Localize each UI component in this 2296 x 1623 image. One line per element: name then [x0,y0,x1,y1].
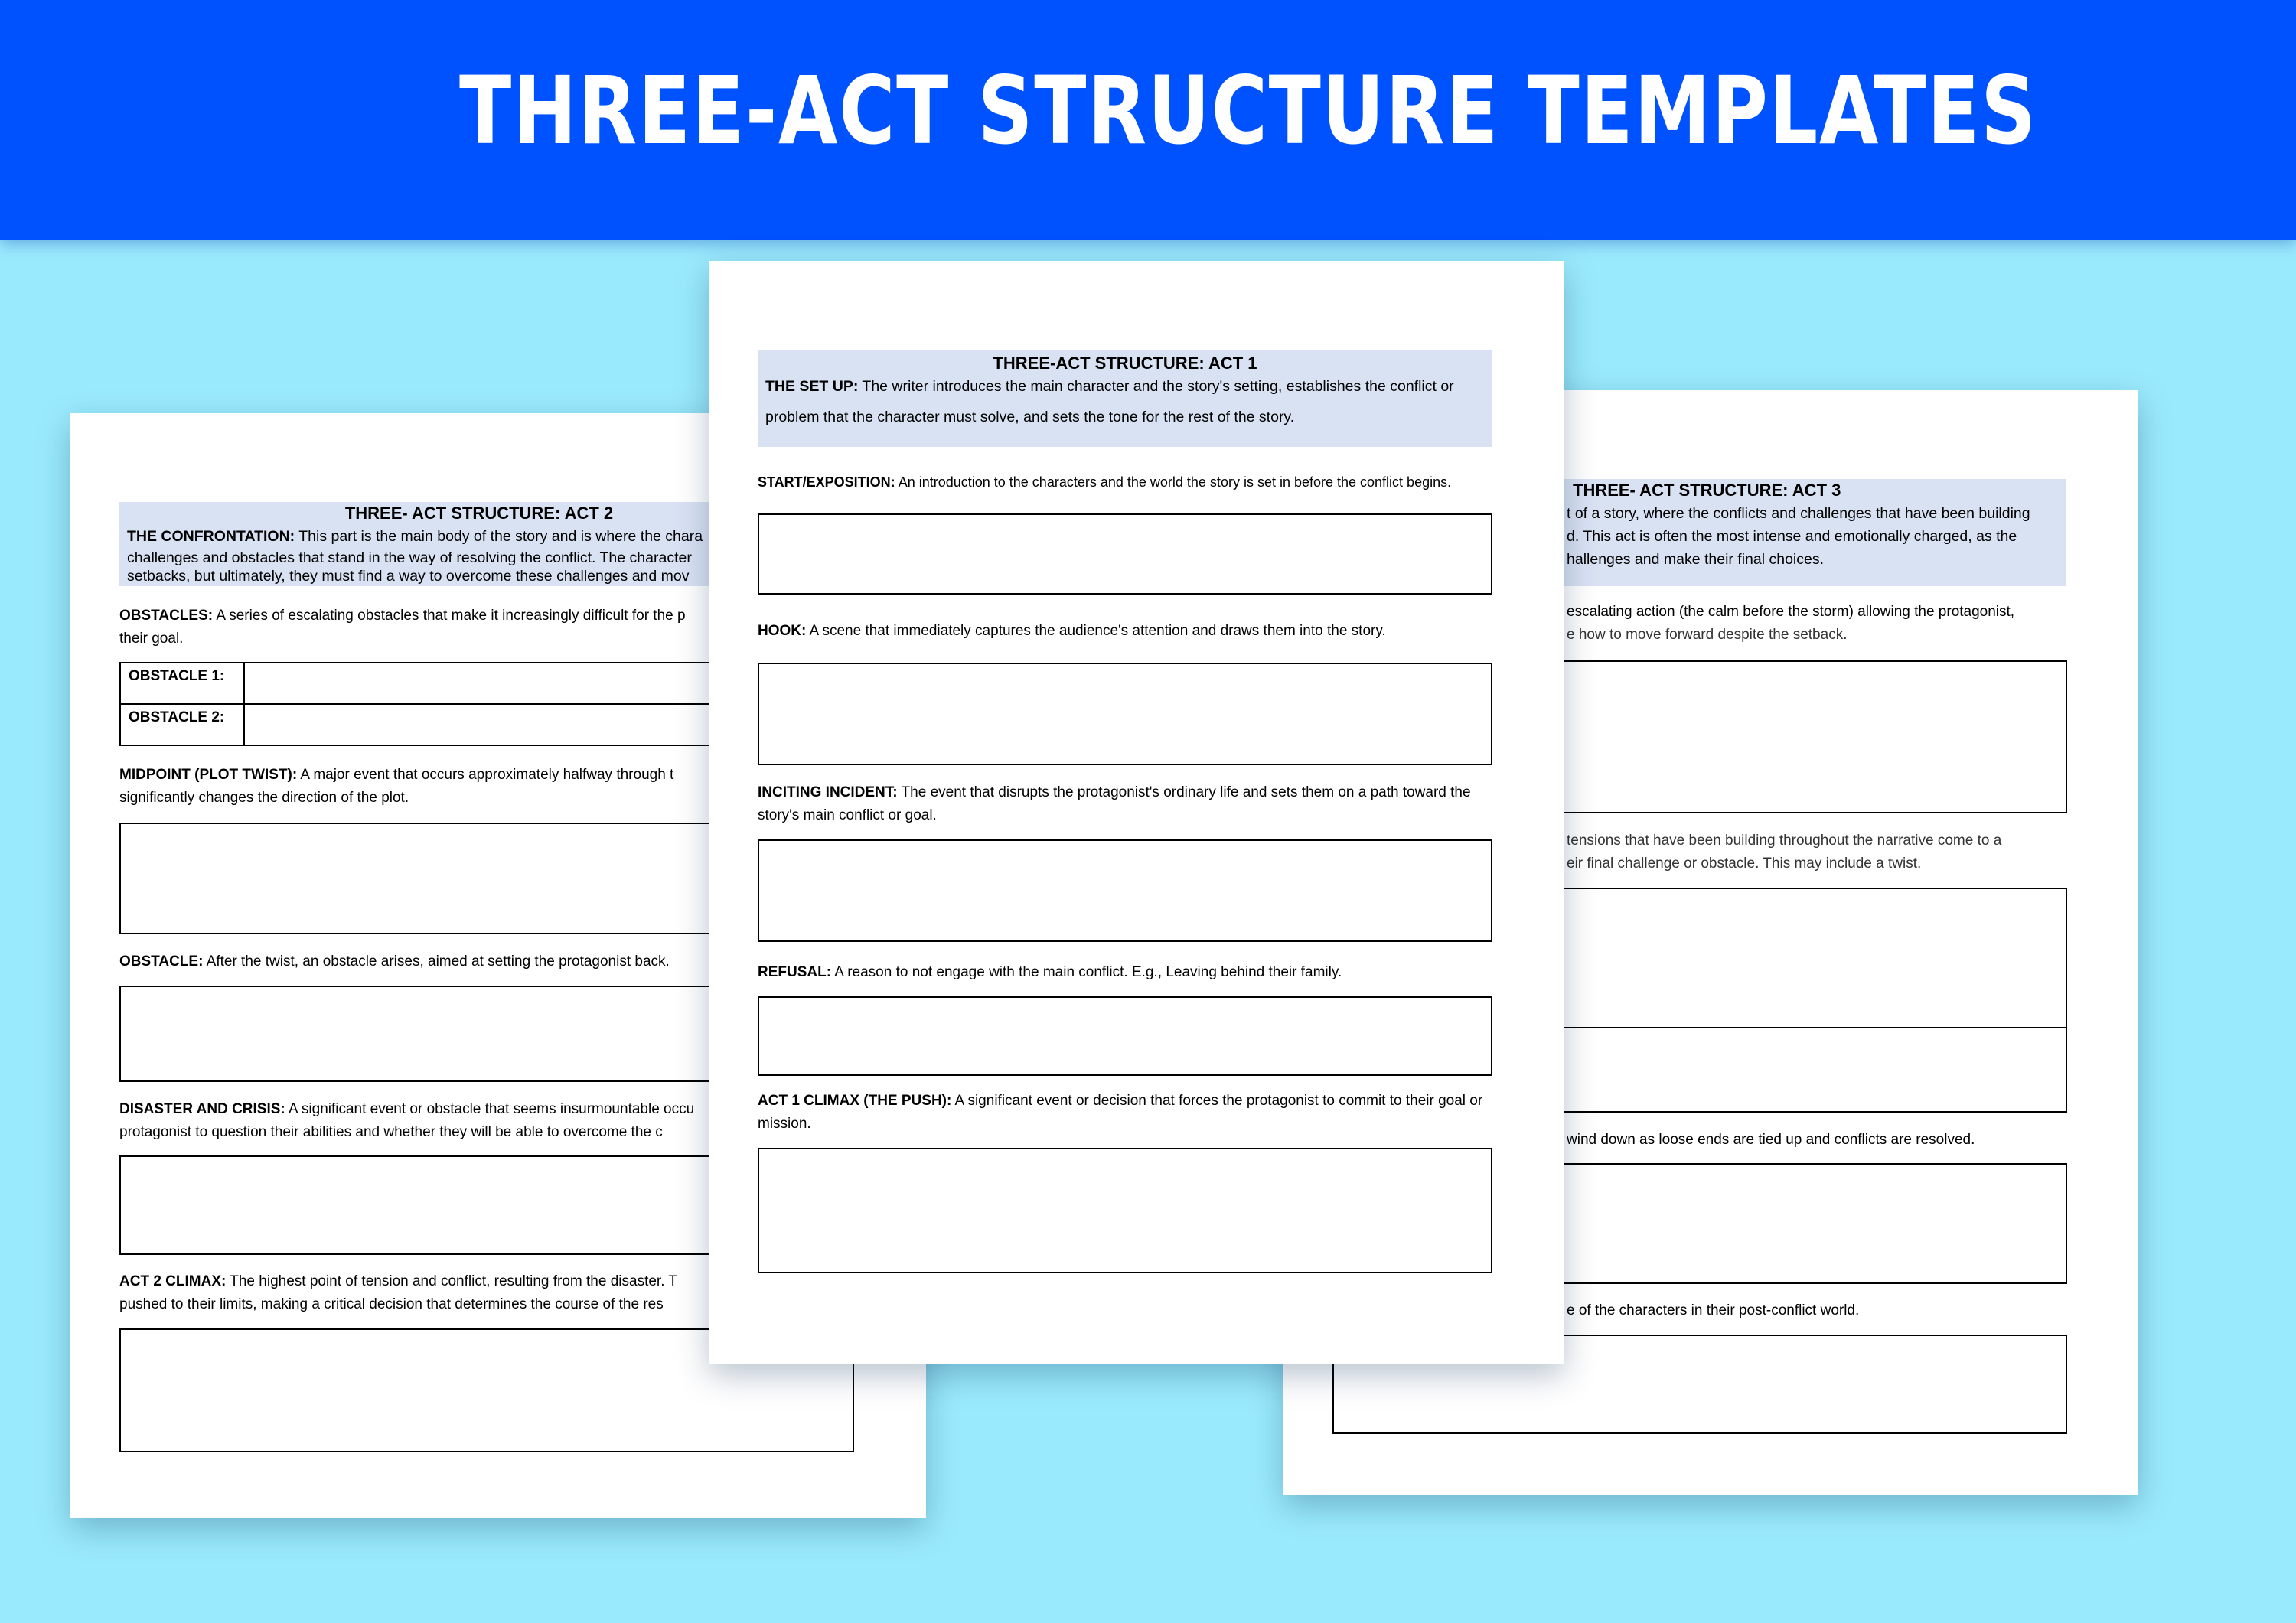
act1-intro-text: The writer introduces the main character and the story's setting, establishes the conflict or problem that the character must solve, and sets the tone for the rest of the story. [765,378,1454,425]
act1-start-label: START/EXPOSITION: An introduction to the characters and the world the story is set in before the conflict begins. [758,474,1452,490]
act3-intro-line-3: hallenges and make their final choices. [1567,551,1825,568]
act1-title: THREE-ACT STRUCTURE: ACT 1 [993,354,1257,373]
act1-inciting-label: INCITING INCIDENT: The event that disrupts the protagonist's ordinary life and sets them on a path toward the story's main conflict or goal. [758,784,1471,823]
act3-fragment-5: wind down as loose ends are tied up and conflicts are resolved. [1567,1132,1975,1148]
act2-obstacles-label: OBSTACLES: A series of escalating obstacles that make it increasingly difficult for the p their goal. [119,608,686,647]
act1-climax-box[interactable] [758,1148,1492,1273]
act3-fragment-4: eir final challenge or obstacle. This may include a twist. [1567,855,1922,872]
act2-disaster-label: DISASTER AND CRISIS: A significant event or obstacle that seems insurmountable occu protagonist to question their abilities and whether they will be able to overcome the c [119,1101,695,1140]
act3-fragment-6: e of the characters in their post-conflict world. [1567,1302,1860,1318]
act2-intro-label: THE CONFRONTATION: [127,528,295,545]
act1-hook-label: HOOK: A scene that immediately captures the audience's attention and draws them into the story. [758,623,1386,639]
act1-inciting-box[interactable] [758,839,1492,942]
act1-refusal-label: REFUSAL: A reason to not engage with the main conflict. E.g., Leaving behind their family. [758,964,1342,980]
act2-title: THREE- ACT STRUCTURE: ACT 2 [344,504,614,523]
act2-obstacle-table [119,662,808,746]
act2-obstacle-label: OBSTACLE: After the twist, an obstacle arises, aimed at setting the protagonist back. [119,953,670,970]
act1-page [709,261,1564,1364]
act1-refusal-box[interactable] [758,996,1492,1076]
act1-intro-label: THE SET UP: [765,378,859,395]
act2-intro-line-2: challenges and obstacles that stand in the way of resolving the conflict. The character [127,549,692,566]
act2-midpoint-label: MIDPOINT (PLOT TWIST): A major event that occurs approximately halfway through t significantly changes the direction of the plot. [119,767,674,806]
act3-title: THREE- ACT STRUCTURE: ACT 3 [1573,481,1841,500]
act2-intro-line-1: This part is the main body of the story and is where the chara [295,528,703,545]
obstacle-1-label: OBSTACLE 1: [120,663,244,704]
act2-intro-line-3: setbacks, but ultimately, they must find a way to overcome these challenges and mov [127,568,690,585]
act3-intro-line-2: d. This act is often the most intense and emotionally charged, as the [1567,528,2017,545]
act1-hook-box[interactable] [758,663,1492,765]
act3-fragment-3: tensions that have been building throughout the narrative come to a [1567,833,2002,849]
act3-fragment-2: e how to move forward despite the setback. [1567,627,1848,643]
act3-fragment-1: escalating action (the calm before the storm) allowing the protagonist, [1567,604,2015,620]
obstacle-2-label: OBSTACLE 2: [120,704,244,745]
act1-climax-label: ACT 1 CLIMAX (THE PUSH): A significant event or decision that forces the protagonist to commit to their goal or mission. [758,1093,1483,1132]
title-banner [0,0,2296,240]
act1-header [758,350,1492,447]
act2-climax-label: ACT 2 CLIMAX: The highest point of tension and conflict, resulting from the disaster. T pushed to their limits, making a critical decision that determines the course of the res [119,1273,678,1312]
banner-title: THREE-ACT STRUCTURE TEMPLATES [459,57,2037,165]
act3-intro-line-1: t of a story, where the conflicts and challenges that have been building [1567,505,2030,522]
act1-start-box[interactable] [758,513,1492,595]
